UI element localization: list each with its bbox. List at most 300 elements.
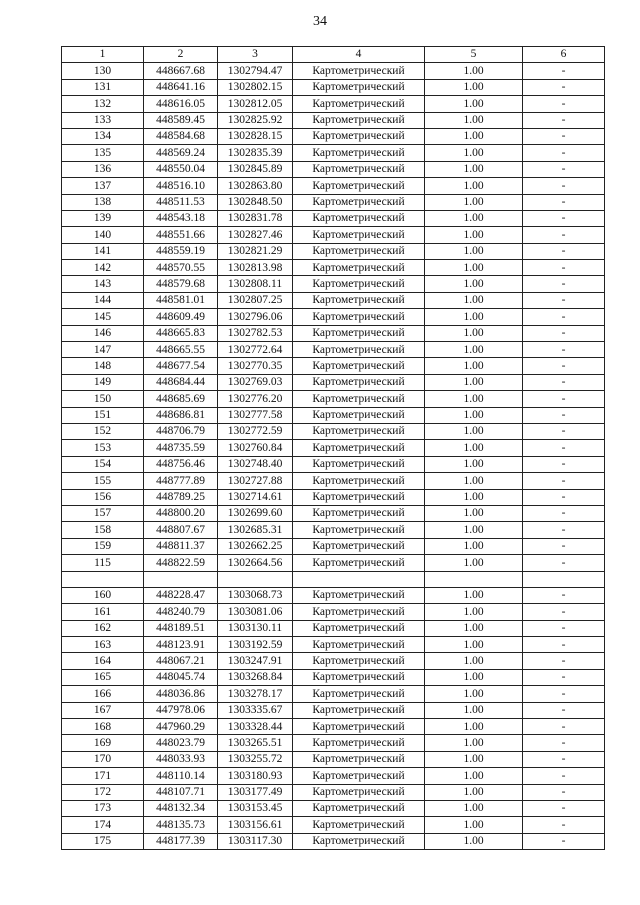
table-cell: 448789.25 — [144, 489, 218, 505]
table-cell: Картометрический — [293, 669, 425, 685]
table-cell: 1.00 — [425, 653, 523, 669]
table-cell: 1.00 — [425, 489, 523, 505]
table-cell: 1302863.80 — [218, 178, 293, 194]
table-cell: Картометрический — [293, 604, 425, 620]
table-cell: - — [523, 79, 605, 95]
table-row — [62, 784, 605, 800]
table-cell: - — [523, 456, 605, 472]
coordinates-table — [61, 46, 605, 850]
table-cell: 1.00 — [425, 342, 523, 358]
table-cell: 1303328.44 — [218, 719, 293, 735]
table-cell: 1.00 — [425, 79, 523, 95]
table-header-row — [62, 47, 605, 63]
table-cell: 447978.06 — [144, 702, 218, 718]
table-row — [62, 96, 605, 112]
table-cell: 448665.55 — [144, 342, 218, 358]
table-cell: - — [523, 735, 605, 751]
table-cell: Картометрический — [293, 342, 425, 358]
table-row — [62, 735, 605, 751]
table-cell: - — [523, 407, 605, 423]
table-cell: 448777.89 — [144, 473, 218, 489]
table-cell: 155 — [62, 473, 144, 489]
table-row — [62, 571, 605, 587]
table-row — [62, 423, 605, 439]
table-cell: 1302845.89 — [218, 161, 293, 177]
table-cell: - — [523, 587, 605, 603]
table-cell: 448609.49 — [144, 309, 218, 325]
table-cell: - — [523, 784, 605, 800]
table-cell: 1302772.59 — [218, 423, 293, 439]
table-cell: 1.00 — [425, 637, 523, 653]
table-cell: 142 — [62, 260, 144, 276]
table-cell: Картометрический — [293, 456, 425, 472]
table-row — [62, 817, 605, 833]
table-cell: 159 — [62, 538, 144, 554]
table-cell: - — [523, 325, 605, 341]
table-cell: 1.00 — [425, 669, 523, 685]
table-cell: - — [523, 342, 605, 358]
table-cell: Картометрический — [293, 784, 425, 800]
table-cell: - — [523, 719, 605, 735]
table-cell: 1.00 — [425, 161, 523, 177]
column-header: 3 — [218, 47, 293, 63]
table-cell: Картометрический — [293, 637, 425, 653]
table-row — [62, 669, 605, 685]
table-cell: 448686.81 — [144, 407, 218, 423]
table-row — [62, 473, 605, 489]
table-cell: 448569.24 — [144, 145, 218, 161]
table-cell: 448579.68 — [144, 276, 218, 292]
table-cell: 130 — [62, 63, 144, 79]
table-cell: 171 — [62, 768, 144, 784]
table-cell: - — [523, 817, 605, 833]
table-cell: 1302714.61 — [218, 489, 293, 505]
table-cell: 1.00 — [425, 440, 523, 456]
table-cell: 1.00 — [425, 768, 523, 784]
table-cell: 1302835.39 — [218, 145, 293, 161]
table-cell: - — [523, 800, 605, 816]
table-cell: 1.00 — [425, 505, 523, 521]
table-cell: 1303192.59 — [218, 637, 293, 653]
table-cell: 1303130.11 — [218, 620, 293, 636]
table-cell: 1303180.93 — [218, 768, 293, 784]
table-cell: 132 — [62, 96, 144, 112]
column-header: 6 — [523, 47, 605, 63]
table-cell: 145 — [62, 309, 144, 325]
table-cell: - — [523, 653, 605, 669]
table-cell: 448036.86 — [144, 686, 218, 702]
table-cell: Картометрический — [293, 161, 425, 177]
table-cell: 1.00 — [425, 391, 523, 407]
table-cell: 1.00 — [425, 538, 523, 554]
table-cell: 1303335.67 — [218, 702, 293, 718]
table-row — [62, 620, 605, 636]
table-cell: - — [523, 227, 605, 243]
table-cell: 1302772.64 — [218, 342, 293, 358]
table-cell: 448559.19 — [144, 243, 218, 259]
table-cell: - — [523, 637, 605, 653]
table-cell: Картометрический — [293, 407, 425, 423]
table-cell: 448189.51 — [144, 620, 218, 636]
table-cell: Картометрический — [293, 358, 425, 374]
table-cell: 139 — [62, 210, 144, 226]
table-cell: 1.00 — [425, 178, 523, 194]
table-row — [62, 79, 605, 95]
table-cell: 448240.79 — [144, 604, 218, 620]
table-cell: 137 — [62, 178, 144, 194]
column-header: 1 — [62, 47, 144, 63]
table-cell: 1302662.25 — [218, 538, 293, 554]
table-cell: 1.00 — [425, 210, 523, 226]
table-cell: - — [523, 63, 605, 79]
table-cell: 1.00 — [425, 702, 523, 718]
table-cell: 1.00 — [425, 620, 523, 636]
column-header: 2 — [144, 47, 218, 63]
table-cell: 448228.47 — [144, 587, 218, 603]
table-cell: 448822.59 — [144, 555, 218, 571]
table-cell: 1302828.15 — [218, 128, 293, 144]
table-cell: 448667.68 — [144, 63, 218, 79]
table-cell: 447960.29 — [144, 719, 218, 735]
table-cell: Картометрический — [293, 243, 425, 259]
table-cell: Картометрический — [293, 440, 425, 456]
table-row — [62, 325, 605, 341]
table-cell: - — [523, 391, 605, 407]
table-cell: 143 — [62, 276, 144, 292]
table-cell: 1.00 — [425, 833, 523, 849]
table-row — [62, 686, 605, 702]
table-cell: 161 — [62, 604, 144, 620]
table-row — [62, 342, 605, 358]
table-cell: Картометрический — [293, 751, 425, 767]
table-cell: Картометрический — [293, 194, 425, 210]
table-cell: 170 — [62, 751, 144, 767]
table-cell: 1.00 — [425, 604, 523, 620]
table-cell: 149 — [62, 374, 144, 390]
table-cell: 173 — [62, 800, 144, 816]
table-cell: Картометрический — [293, 555, 425, 571]
table-cell: 157 — [62, 505, 144, 521]
table-cell: 174 — [62, 817, 144, 833]
table-cell: 448550.04 — [144, 161, 218, 177]
table-cell: - — [523, 243, 605, 259]
table-cell: Картометрический — [293, 423, 425, 439]
table-cell: 1.00 — [425, 719, 523, 735]
table-cell: Картометрический — [293, 620, 425, 636]
table-row — [62, 112, 605, 128]
table-cell: 1.00 — [425, 456, 523, 472]
table-cell: 163 — [62, 637, 144, 653]
table-cell: 448641.16 — [144, 79, 218, 95]
table-cell: 153 — [62, 440, 144, 456]
table-cell: 448800.20 — [144, 505, 218, 521]
table-cell: 448107.71 — [144, 784, 218, 800]
table-cell: 448551.66 — [144, 227, 218, 243]
table-cell: 448543.18 — [144, 210, 218, 226]
table-cell: 1.00 — [425, 63, 523, 79]
table-cell: 1302821.29 — [218, 243, 293, 259]
table-cell: 1.00 — [425, 407, 523, 423]
table-row — [62, 604, 605, 620]
table-cell: Картометрический — [293, 587, 425, 603]
table-cell: Картометрический — [293, 79, 425, 95]
table-cell: 169 — [62, 735, 144, 751]
table-cell: 1302685.31 — [218, 522, 293, 538]
table-cell: 1302831.78 — [218, 210, 293, 226]
table-cell: 1.00 — [425, 423, 523, 439]
table-cell — [425, 571, 523, 587]
table-row — [62, 768, 605, 784]
table-cell: 448589.45 — [144, 112, 218, 128]
table-cell: 1302727.88 — [218, 473, 293, 489]
table-row — [62, 309, 605, 325]
table-cell: 115 — [62, 555, 144, 571]
table-cell: 448570.55 — [144, 260, 218, 276]
table-cell: 1302769.03 — [218, 374, 293, 390]
table-row — [62, 456, 605, 472]
table-cell: 448045.74 — [144, 669, 218, 685]
table-cell: - — [523, 538, 605, 554]
table-cell: - — [523, 604, 605, 620]
table-row — [62, 751, 605, 767]
table-cell: 147 — [62, 342, 144, 358]
table-cell: - — [523, 620, 605, 636]
table-cell: - — [523, 309, 605, 325]
table-row — [62, 145, 605, 161]
page-number: 34 — [313, 14, 327, 29]
table-row — [62, 637, 605, 653]
table-cell: 448685.69 — [144, 391, 218, 407]
table-cell: - — [523, 161, 605, 177]
table-cell: - — [523, 669, 605, 685]
table-cell: - — [523, 194, 605, 210]
table-cell: Картометрический — [293, 309, 425, 325]
table-row — [62, 719, 605, 735]
table-cell: 1302812.05 — [218, 96, 293, 112]
table-cell: 1.00 — [425, 96, 523, 112]
table-row — [62, 178, 605, 194]
table-cell: 448616.05 — [144, 96, 218, 112]
table-cell: 1303081.06 — [218, 604, 293, 620]
table-cell: 175 — [62, 833, 144, 849]
table-row — [62, 243, 605, 259]
table-cell: 1302664.56 — [218, 555, 293, 571]
table-cell: 1.00 — [425, 227, 523, 243]
table-row — [62, 227, 605, 243]
table-cell: 168 — [62, 719, 144, 735]
table-cell: Картометрический — [293, 374, 425, 390]
table-cell: 1303068.73 — [218, 587, 293, 603]
table-cell: 448110.14 — [144, 768, 218, 784]
table-row — [62, 587, 605, 603]
table-cell — [62, 571, 144, 587]
table-cell: 448516.10 — [144, 178, 218, 194]
table-row — [62, 522, 605, 538]
table-cell: 144 — [62, 292, 144, 308]
table-cell: 148 — [62, 358, 144, 374]
table-cell: 448756.46 — [144, 456, 218, 472]
table-cell: 135 — [62, 145, 144, 161]
table-cell: 1302813.98 — [218, 260, 293, 276]
table-cell: 1.00 — [425, 128, 523, 144]
table-row — [62, 538, 605, 554]
table-row — [62, 161, 605, 177]
table-row — [62, 833, 605, 849]
table-row — [62, 391, 605, 407]
table-cell: 152 — [62, 423, 144, 439]
table-row — [62, 555, 605, 571]
table-cell — [293, 571, 425, 587]
table-cell: Картометрический — [293, 292, 425, 308]
table-cell: 448807.67 — [144, 522, 218, 538]
table-cell: 448684.44 — [144, 374, 218, 390]
table-cell: - — [523, 96, 605, 112]
table-cell: Картометрический — [293, 276, 425, 292]
table-row — [62, 653, 605, 669]
table-cell: 1.00 — [425, 800, 523, 816]
table-cell: 448584.68 — [144, 128, 218, 144]
table-cell: - — [523, 522, 605, 538]
table-cell: 448677.54 — [144, 358, 218, 374]
table-cell: - — [523, 505, 605, 521]
table-cell: 1.00 — [425, 522, 523, 538]
table-cell: - — [523, 374, 605, 390]
table-cell: - — [523, 768, 605, 784]
table-cell: - — [523, 178, 605, 194]
table-cell: 1302776.20 — [218, 391, 293, 407]
table-cell: - — [523, 276, 605, 292]
table-cell: 1.00 — [425, 260, 523, 276]
table-cell: 158 — [62, 522, 144, 538]
table-cell: 162 — [62, 620, 144, 636]
table-cell: 151 — [62, 407, 144, 423]
table-cell: 448811.37 — [144, 538, 218, 554]
table-cell: Картометрический — [293, 473, 425, 489]
table-cell: 1303265.51 — [218, 735, 293, 751]
table-cell: Картометрический — [293, 768, 425, 784]
table-cell: 1302796.06 — [218, 309, 293, 325]
table-cell: Картометрический — [293, 505, 425, 521]
table-row — [62, 292, 605, 308]
table-cell: 1302825.92 — [218, 112, 293, 128]
table-cell: 448706.79 — [144, 423, 218, 439]
table-cell: - — [523, 210, 605, 226]
table-cell: 1302827.46 — [218, 227, 293, 243]
table-cell: Картометрический — [293, 735, 425, 751]
table-cell: Картометрический — [293, 719, 425, 735]
table-cell: 172 — [62, 784, 144, 800]
table-cell: - — [523, 555, 605, 571]
table-cell: Картометрический — [293, 260, 425, 276]
table-cell: - — [523, 358, 605, 374]
table-cell: - — [523, 128, 605, 144]
table-cell: 164 — [62, 653, 144, 669]
table-cell: 448735.59 — [144, 440, 218, 456]
table-cell: Картометрический — [293, 178, 425, 194]
table-cell: 1.00 — [425, 243, 523, 259]
table-cell — [144, 571, 218, 587]
table-cell: - — [523, 702, 605, 718]
table-cell: Картометрический — [293, 817, 425, 833]
table-cell: 1303255.72 — [218, 751, 293, 767]
table-cell: 1.00 — [425, 587, 523, 603]
table-cell: Картометрический — [293, 96, 425, 112]
table-row — [62, 800, 605, 816]
table-cell: 138 — [62, 194, 144, 210]
table-cell: - — [523, 440, 605, 456]
table-cell: 1302748.40 — [218, 456, 293, 472]
table-cell: 1303117.30 — [218, 833, 293, 849]
table-row — [62, 63, 605, 79]
table-cell: Картометрический — [293, 653, 425, 669]
column-header: 4 — [293, 47, 425, 63]
table-row — [62, 210, 605, 226]
table-row — [62, 702, 605, 718]
table-cell: Картометрический — [293, 489, 425, 505]
table-cell: - — [523, 112, 605, 128]
table-row — [62, 358, 605, 374]
table-cell: - — [523, 473, 605, 489]
table-cell: 1.00 — [425, 751, 523, 767]
table-cell: 160 — [62, 587, 144, 603]
table-cell: 156 — [62, 489, 144, 505]
table-cell: 448123.91 — [144, 637, 218, 653]
table-cell — [523, 571, 605, 587]
table-cell: 448665.83 — [144, 325, 218, 341]
table-cell: 448177.39 — [144, 833, 218, 849]
table-cell: 166 — [62, 686, 144, 702]
table-cell: 1.00 — [425, 112, 523, 128]
table-cell: Картометрический — [293, 833, 425, 849]
table-cell: 1303247.91 — [218, 653, 293, 669]
table-cell: 448581.01 — [144, 292, 218, 308]
table-cell: 448132.34 — [144, 800, 218, 816]
table-cell: 1302802.15 — [218, 79, 293, 95]
table-row — [62, 128, 605, 144]
table-cell: 448067.21 — [144, 653, 218, 669]
table-cell: Картометрический — [293, 686, 425, 702]
table-cell: 167 — [62, 702, 144, 718]
table-row — [62, 276, 605, 292]
table-cell: Картометрический — [293, 63, 425, 79]
table-cell: 1.00 — [425, 276, 523, 292]
table-cell: Картометрический — [293, 112, 425, 128]
table-cell: 1302777.58 — [218, 407, 293, 423]
table-cell: 150 — [62, 391, 144, 407]
table-cell: 1302807.25 — [218, 292, 293, 308]
table-cell: 1.00 — [425, 325, 523, 341]
table-cell: Картометрический — [293, 538, 425, 554]
table-row — [62, 440, 605, 456]
table-row — [62, 407, 605, 423]
table-cell: - — [523, 145, 605, 161]
table-cell: 134 — [62, 128, 144, 144]
table-cell: 1302782.53 — [218, 325, 293, 341]
table-cell: Картометрический — [293, 128, 425, 144]
table-cell: 165 — [62, 669, 144, 685]
table-cell: - — [523, 686, 605, 702]
table-cell: 1.00 — [425, 194, 523, 210]
column-header: 5 — [425, 47, 523, 63]
table-cell: 1302770.35 — [218, 358, 293, 374]
table-row — [62, 194, 605, 210]
table-cell — [218, 571, 293, 587]
table-cell: 140 — [62, 227, 144, 243]
table-cell: - — [523, 833, 605, 849]
table-cell: 133 — [62, 112, 144, 128]
table-row — [62, 505, 605, 521]
table-row — [62, 374, 605, 390]
